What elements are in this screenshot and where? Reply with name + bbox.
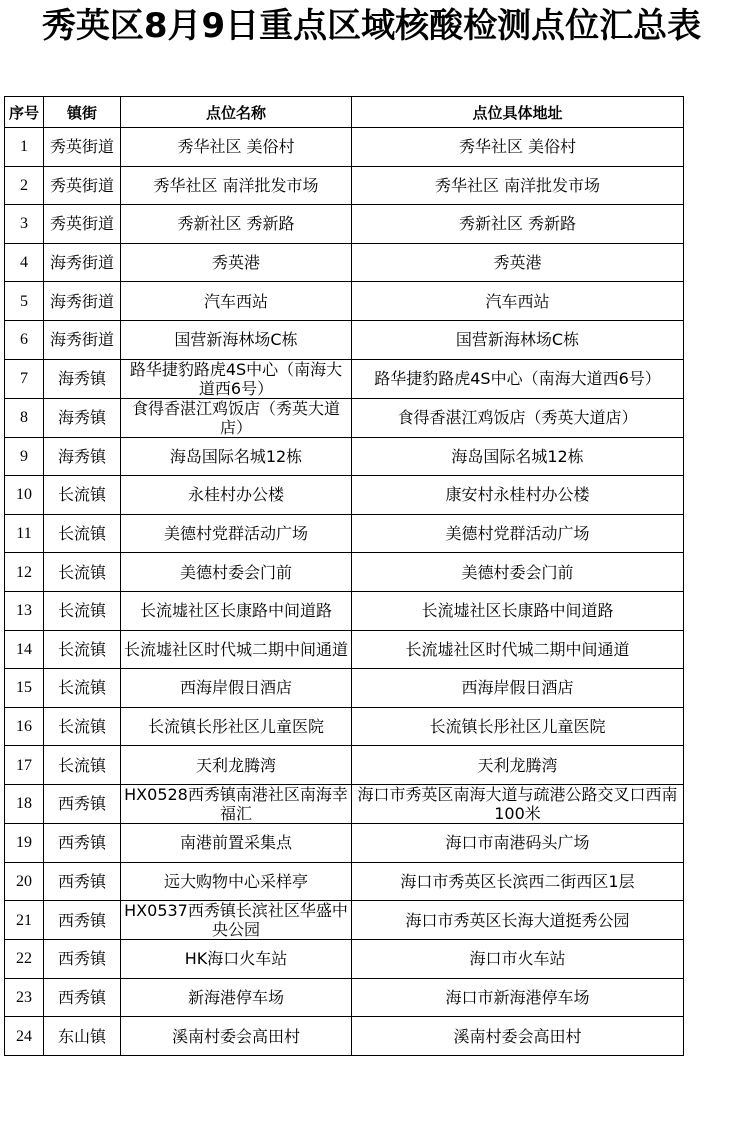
table-row [5, 862, 684, 901]
cell-town: 西秀镇 [44, 823, 121, 862]
cell-site-name: 远大购物中心采样亭 [121, 862, 352, 901]
cell-site-address: 长流墟社区长康路中间道路 [352, 591, 684, 630]
cell-site-name: 长流墟社区长康路中间道路 [121, 591, 352, 630]
cell-site-address: 国营新海林场C栋 [352, 320, 684, 359]
table-row [5, 437, 684, 476]
cell-serial-number: 4 [5, 243, 44, 282]
cell-site-name: 秀华社区 南洋批发市场 [121, 166, 352, 205]
table-row [5, 128, 684, 167]
cell-town: 海秀镇 [44, 359, 121, 398]
cell-site-name: 秀英港 [121, 243, 352, 282]
cell-site-name: 新海港停车场 [121, 978, 352, 1017]
cell-site-address: 海口市南港码头广场 [352, 823, 684, 862]
cell-serial-number: 5 [5, 282, 44, 321]
cell-site-name: 长流墟社区时代城二期中间通道 [121, 630, 352, 669]
cell-town: 海秀镇 [44, 398, 121, 437]
table-row [5, 205, 684, 244]
cell-site-address: 路华捷豹路虎4S中心（南海大道西6号） [352, 359, 684, 398]
cell-town: 海秀街道 [44, 243, 121, 282]
table-row [5, 707, 684, 746]
cell-serial-number: 2 [5, 166, 44, 205]
cell-site-address: 海口市新海港停车场 [352, 978, 684, 1017]
table-row [5, 166, 684, 205]
table-row [5, 476, 684, 515]
table-row [5, 669, 684, 708]
cell-town: 秀英街道 [44, 166, 121, 205]
cell-town: 长流镇 [44, 746, 121, 785]
cell-serial-number: 10 [5, 476, 44, 515]
cell-site-name: 长流镇长彤社区儿童医院 [121, 707, 352, 746]
cell-site-address: 美德村党群活动广场 [352, 514, 684, 553]
cell-town: 西秀镇 [44, 901, 121, 940]
cell-serial-number: 7 [5, 359, 44, 398]
table-row [5, 398, 684, 437]
cell-serial-number: 3 [5, 205, 44, 244]
cell-site-name: 南港前置采集点 [121, 823, 352, 862]
table-row [5, 1017, 684, 1056]
cell-site-name: 美德村委会门前 [121, 553, 352, 592]
cell-site-address: 秀华社区 南洋批发市场 [352, 166, 684, 205]
table-row [5, 940, 684, 979]
cell-serial-number: 15 [5, 669, 44, 708]
cell-site-address: 秀新社区 秀新路 [352, 205, 684, 244]
cell-town: 长流镇 [44, 669, 121, 708]
cell-serial-number: 16 [5, 707, 44, 746]
table-row [5, 784, 684, 823]
header-town: 镇街 [44, 97, 121, 128]
cell-site-name: 国营新海林场C栋 [121, 320, 352, 359]
cell-site-name: HK海口火车站 [121, 940, 352, 979]
cell-site-address: 长流镇长彤社区儿童医院 [352, 707, 684, 746]
cell-town: 海秀街道 [44, 282, 121, 321]
table-row [5, 823, 684, 862]
cell-site-address: 长流墟社区时代城二期中间通道 [352, 630, 684, 669]
cell-town: 长流镇 [44, 514, 121, 553]
cell-town: 长流镇 [44, 591, 121, 630]
cell-site-address: 海口市秀英区南海大道与疏港公路交叉口西南100米 [352, 784, 684, 823]
header-serial-number: 序号 [5, 97, 44, 128]
cell-town: 秀英街道 [44, 205, 121, 244]
cell-town: 西秀镇 [44, 940, 121, 979]
table-row [5, 746, 684, 785]
cell-serial-number: 1 [5, 128, 44, 167]
cell-site-address: 西海岸假日酒店 [352, 669, 684, 708]
cell-site-name: HX0528西秀镇南港社区南海幸福汇 [121, 784, 352, 823]
table-row [5, 978, 684, 1017]
cell-town: 长流镇 [44, 707, 121, 746]
cell-serial-number: 17 [5, 746, 44, 785]
cell-serial-number: 11 [5, 514, 44, 553]
cell-site-name: 食得香湛江鸡饭店（秀英大道店） [121, 398, 352, 437]
cell-site-address: 秀英港 [352, 243, 684, 282]
header-site-name: 点位名称 [121, 97, 352, 128]
cell-serial-number: 21 [5, 901, 44, 940]
cell-site-address: 溪南村委会高田村 [352, 1017, 684, 1056]
table-row [5, 901, 684, 940]
table-row [5, 591, 684, 630]
cell-site-address: 秀华社区 美俗村 [352, 128, 684, 167]
document-title: 秀英区8月9日重点区域核酸检测点位汇总表 [41, 6, 702, 46]
cell-serial-number: 19 [5, 823, 44, 862]
cell-town: 秀英街道 [44, 128, 121, 167]
cell-site-name: 永桂村办公楼 [121, 476, 352, 515]
cell-site-name: 天利龙腾湾 [121, 746, 352, 785]
cell-serial-number: 20 [5, 862, 44, 901]
cell-serial-number: 24 [5, 1017, 44, 1056]
cell-site-address: 海口市火车站 [352, 940, 684, 979]
cell-town: 长流镇 [44, 630, 121, 669]
cell-town: 东山镇 [44, 1017, 121, 1056]
cell-town: 长流镇 [44, 553, 121, 592]
cell-site-address: 美德村委会门前 [352, 553, 684, 592]
cell-town: 西秀镇 [44, 862, 121, 901]
cell-site-address: 海口市秀英区长滨西二街西区1层 [352, 862, 684, 901]
testing-sites-table [4, 96, 684, 1056]
table-row [5, 514, 684, 553]
cell-site-address: 食得香湛江鸡饭店（秀英大道店） [352, 398, 684, 437]
cell-site-name: 海岛国际名城12栋 [121, 437, 352, 476]
cell-serial-number: 6 [5, 320, 44, 359]
cell-site-address: 海口市秀英区长海大道挺秀公园 [352, 901, 684, 940]
cell-site-name: 溪南村委会高田村 [121, 1017, 352, 1056]
cell-town: 西秀镇 [44, 784, 121, 823]
cell-site-address: 汽车西站 [352, 282, 684, 321]
cell-serial-number: 9 [5, 437, 44, 476]
cell-site-name: 路华捷豹路虎4S中心（南海大道西6号） [121, 359, 352, 398]
table-row [5, 243, 684, 282]
cell-site-address: 康安村永桂村办公楼 [352, 476, 684, 515]
table-row [5, 359, 684, 398]
table-row [5, 553, 684, 592]
cell-site-name: 汽车西站 [121, 282, 352, 321]
cell-town: 海秀街道 [44, 320, 121, 359]
header-site-address: 点位具体地址 [352, 97, 684, 128]
cell-site-address: 海岛国际名城12栋 [352, 437, 684, 476]
cell-site-name: 秀新社区 秀新路 [121, 205, 352, 244]
cell-town: 长流镇 [44, 476, 121, 515]
table-row [5, 320, 684, 359]
table-row [5, 282, 684, 321]
cell-site-name: 美德村党群活动广场 [121, 514, 352, 553]
table-row [5, 630, 684, 669]
table-header-row [5, 97, 684, 128]
cell-site-name: HX0537西秀镇长滨社区华盛中央公园 [121, 901, 352, 940]
cell-serial-number: 12 [5, 553, 44, 592]
cell-site-address: 天利龙腾湾 [352, 746, 684, 785]
cell-serial-number: 14 [5, 630, 44, 669]
cell-serial-number: 18 [5, 784, 44, 823]
cell-serial-number: 8 [5, 398, 44, 437]
cell-serial-number: 23 [5, 978, 44, 1017]
cell-town: 海秀镇 [44, 437, 121, 476]
cell-serial-number: 13 [5, 591, 44, 630]
cell-site-name: 西海岸假日酒店 [121, 669, 352, 708]
cell-site-name: 秀华社区 美俗村 [121, 128, 352, 167]
cell-town: 西秀镇 [44, 978, 121, 1017]
cell-serial-number: 22 [5, 940, 44, 979]
